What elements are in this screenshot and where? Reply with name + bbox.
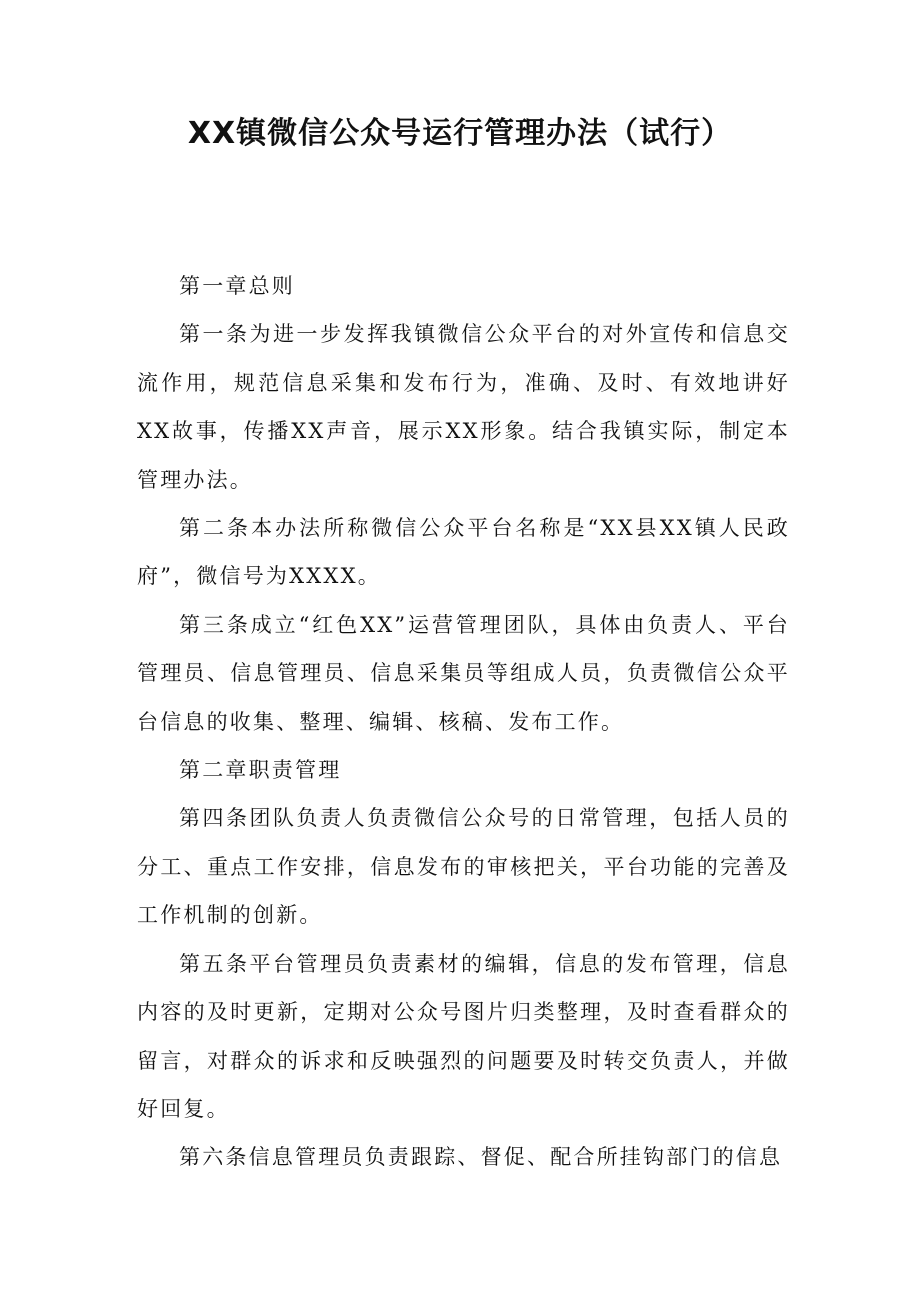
document-body <box>137 262 790 1182</box>
article-3: 第三条成立“红色XX”运营管理团队，具体由负责人、平台管理员、信息管理员、信息采集员等组成人员，负责微信公众平台信息的收集、整理、编辑、核稿、发布工作。 <box>137 612 790 734</box>
chapter-heading-1: 第一章总则 <box>179 274 295 298</box>
article-6: 第六条信息管理员负责跟踪、督促、配合所挂钩部门的信息 <box>179 1145 783 1170</box>
article-2: 第二条本办法所称微信公众平台名称是“XX县XX镇人民政府”，微信号为XXXX。 <box>137 516 790 589</box>
document-title: XX镇微信公众号运行管理办法（试行） <box>187 116 733 151</box>
article-4: 第四条团队负责人负责微信公众号的日常管理，包括人员的分工、重点工作安排，信息发布的审核把关，平台功能的完善及工作机制的创新。 <box>137 806 790 928</box>
article-5: 第五条平台管理员负责素材的编辑，信息的发布管理，信息内容的及时更新，定期对公众号图片归类整理，及时查看群众的留言，对群众的诉求和反映强烈的问题要及时转交负责人，并做好回复。 <box>137 951 790 1121</box>
article-1: 第一条为进一步发挥我镇微信公众平台的对外宣传和信息交流作用，规范信息采集和发布行为，准确、及时、有效地讲好XX故事，传播XX声音，展示XX形象。结合我镇实际，制定本管理办法。 <box>137 322 790 492</box>
chapter-heading-2: 第二章职责管理 <box>179 758 342 783</box>
